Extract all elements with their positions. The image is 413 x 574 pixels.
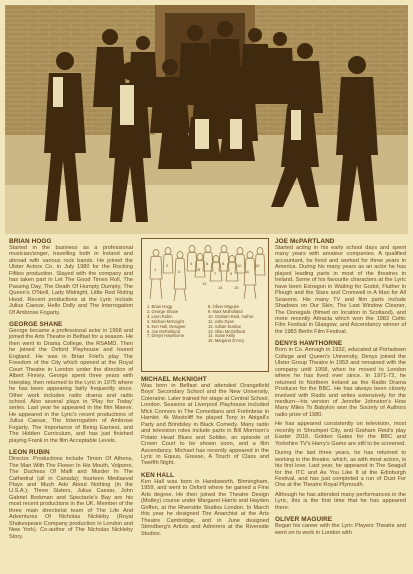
cast-key-left: [147, 305, 186, 339]
bio-name-ken-hall: KEN HALL: [141, 471, 175, 479]
key-entry: 10. Graham Reid, Author: [208, 313, 254, 319]
figure-number: 15: [234, 285, 239, 290]
bio-text-michael-mcknight: Was born in Belfast and attended Orangefield Boys' Secondary School and the New University, Coleraine. Later trained for stage at Central School, London. Seasons at Liverpool Playhouse included Mick Connors in The Comedians and Fortinbras in Hamlet. At Westcliff he played Tony in Abigail's Party and Brindsley in Black Comedy. Many radio and television roles include parts in Bill Morrison's Potato Head Blues and Soldier, an episode of Crown Court to be shown soon, and a film Ascendancy. Michael has recently appeared in the Lyric in Equus, Grease, A Touch of Class and Twelfth Night.: [141, 383, 269, 467]
key-entry: 11. John Dyas: [208, 318, 234, 324]
cast-photo-image: [5, 5, 408, 234]
figure-number: 7: [214, 271, 217, 276]
bio-name-george-shane: GEORGE SHANE: [9, 320, 63, 328]
key-entry: 15. Margaret D'Arcy: [208, 338, 245, 344]
key-entry: 14. Susie Kelly: [208, 333, 236, 339]
cast-key-right: [208, 305, 253, 344]
column-middle: [141, 238, 269, 540]
figure-number: 2: [166, 263, 169, 268]
key-entry: 12. Adrian Dunbar: [208, 323, 241, 329]
bio-name-brian-hogg: BRIAN HOGG: [9, 238, 52, 245]
bio-text-leon-rubin: Director. Productions include Timon Of Athens, The Man With The Flower In His Mouth, Volpone, The Duchess Of Malfi and Murder In The Cathedral (all in Canada); fourteen Mediaeval Plays and Much Ado About Nothing (in the U.S.A.); Three Sisters, Julius Caesar, John Gabriel Borkman and Spectacle's Bay are his most recent productions in the UK. Member of the three main directorial team of The Life And Adventures Of Nicholas Nickleby (Royal Shakespeare Company production in London and New York). Co-author of The Nicholas Nickleby Story.: [9, 456, 133, 540]
bio-text-ken-hall: Ken Hall was born in Handsworth, Birmingham, 1959, and went to Oxford where he gained a Fine Arts degree. He then joined the Theatre Design (Motley) course under Margaret Harris and Hayden Griffen, at the Riverside Studios London. In March this year he designed The Anarchist at the Arts Theatre Cambridge, and in June designed Strindberg's Artists and Admirers at the Riverside Studios.: [141, 478, 269, 537]
key-entry: 7. Denys Hawthorne: [147, 333, 185, 339]
figure-number: 3: [178, 269, 181, 274]
bio-name-oliver-maguire: OLIVER MAGUIRE: [275, 516, 333, 524]
figure-number: 11: [245, 269, 250, 274]
figure-number: 12: [255, 263, 260, 268]
key-entry: 2. George Shane: [147, 308, 179, 314]
column-left: [9, 238, 133, 543]
cast-key-diagram: [141, 238, 269, 372]
figure-number: 13: [202, 281, 207, 286]
figure-number: 9: [230, 271, 233, 276]
figure-number: 1: [154, 267, 157, 272]
bio-text-denys-hawthorne-3: During the last three years, he has returned to working in the theatre, which, as with most actors, is his first love. Last year, he appeared in The Seagull for the ITC and As You Like It at the Edinburgh Festival, and has just completed a run of Dust For One at the Theatre Royal Plymouth.: [275, 450, 406, 489]
cast-outline-drawing: [142, 239, 268, 305]
key-entry: 8. Oliver Maguire: [208, 304, 240, 309]
bio-name-leon-rubin: LEON RUBIN: [9, 449, 50, 457]
bio-text-joe-mcpartland: Started acting in his early school days and spent many years with amateur companies. A qualified accountant, he lived and worked for three years in America. During his many years as an actor he has played leading parts in most of the theatres in Ireland. Some of his favourite characters at the Lyric have been Estragon in Waiting for Godot, Fluther in Plough and the Stars and Cromwell in A Man for All Seasons. His many TV and film parts include Shadows on Our Skin, The Last Window Cleaner, The Donegals (filmed on location in Scotland), and more recently Attracta which won the 1983 Celtic Film Festival in Glasgow, and Ascendancy winner of the 1983 Berlin Film Festival.: [275, 245, 406, 335]
key-entry: 5. Ken Hall, Designer: [147, 323, 186, 329]
key-entry: 13. Allan McClelland: [208, 328, 246, 334]
key-entry: 9. Mark Mulholland: [208, 308, 243, 314]
key-entry: 4. Michael McKnight: [147, 318, 184, 324]
bio-text-brian-hogg: Started in the business as a professional musician/singer, travelling both in Ireland and abroad with various rock bands. He joined the Ulster Actors Co. in July 1980 for the Rocking Fifties production. Stayed with the company and has taken part in Let The Good Times Roll, The Passing Day, The Death Of Humpty Dumpty, The Queen's O'Neill, Lady Midnight, Little Red Riding Hood. Recent productions at the Lyric include Julius Caesar, Hello Dolly and The Interrogation Of Ambrose Fogarty.: [9, 245, 133, 316]
figure-number: 10: [237, 263, 242, 268]
bio-name-michael-mcknight: MICHAEL McKNIGHT: [141, 376, 207, 383]
bio-name-joe-mcpartland: JOE McPARTLAND: [275, 238, 335, 245]
bio-text-george-shane: George became a professional actor in 1968 and joined the Arts Theatre in Belfast for a season. He then went to Drama College, the RSAMD. Then he joined the Oxford Playhouse and toured England. He was in Brian Friel's play The Freedom of the City which opened at the Royal Court Theatre in London under the direction of Albert Finney. George spent three years with Interplay, then returned to the Lyric in 1975 where he has been appearing fairly frequently since. Other work includes radio drama and radio school. Also several plays in 'Play for Today' series. Last year he appeared in the film Maeve. He appeared in the Lyric's recent productions of Julius Caesar, The Interrogation of Ambrose Fogarty, The Importance of Being Earnest, and The Hidden Curriculum, and has just finished playing Frank in the film Acceptable Levels.: [9, 327, 133, 444]
key-entry: 3. Leon Rubin: [147, 313, 173, 319]
figure-number: 14: [218, 285, 223, 290]
bio-text-oliver-maguire: Began his career with the Lyric Players Theatre and went on to work in London with: [275, 523, 406, 536]
bio-name-denys-hawthorne: DENYS HAWTHORNE: [275, 340, 343, 348]
figure-number: 6: [206, 261, 209, 266]
figure-number: 5: [198, 267, 201, 272]
figure-number: 4: [190, 261, 193, 266]
key-entry: 1. Brian Hogg: [147, 304, 173, 309]
key-entry: 6. Joe McPartland: [147, 328, 180, 334]
figure-number: 8: [222, 261, 225, 266]
column-right: [275, 238, 406, 539]
bio-text-denys-hawthorne: Born in Co. Armagh in 1932, educated at Portadown College and Queen's University, Denys joined the Ulster Group Theatre in 1953 and remained with the company until 1958, when he moved to London where he has lived ever since. In 1971-72, he returned to Northern Ireland as the Radio Drama Producer for the BBC. He has always been closely involved with Radio and writes extensively for the medium—his version of Jennifer Johnston's How Many Miles To Babylon won the Society of Authors radio prize of 1980.: [275, 347, 406, 418]
bio-text-denys-hawthorne-4: Although he has attended many performances in the Lyric, this is the first time that he has appeared there.: [275, 491, 406, 511]
cast-photo: [5, 5, 408, 234]
bio-text-denys-hawthorne-2: He has appeared consistently on television, most recently in Shrumpet City, and Graham Reid's play Easter 2016. Golden Gates for the BBC and Yorkshire TV's Harry's Game are still to be screened.: [275, 421, 406, 447]
